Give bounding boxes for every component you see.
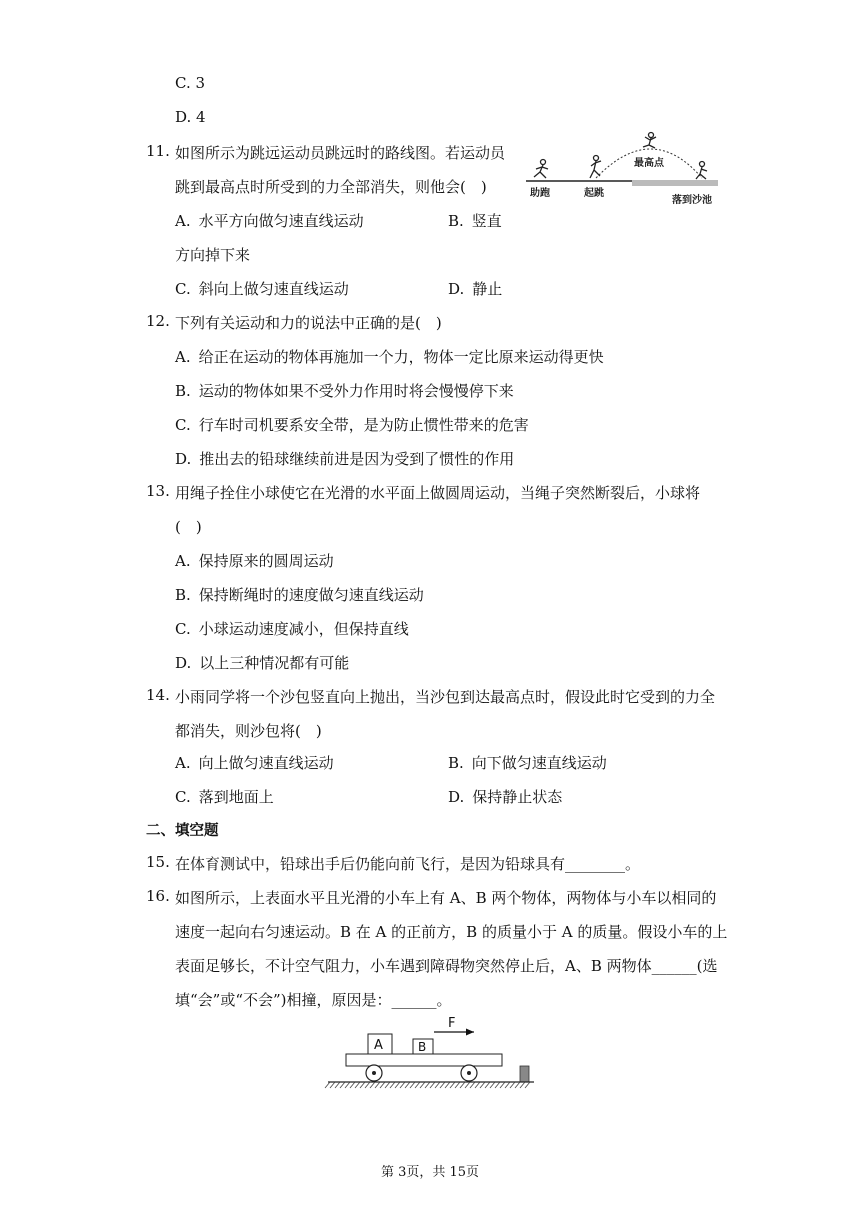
q14-number: 14.: [146, 686, 170, 704]
hatch-stroke: [435, 1082, 440, 1088]
hatch-stroke: [420, 1082, 425, 1088]
q11-option-b-continued: 方向掉下来: [175, 246, 251, 264]
landing-figure: [696, 162, 707, 180]
q10-option-c: [175, 74, 205, 92]
hatch-stroke: [500, 1082, 505, 1088]
hatch-stroke: [495, 1082, 500, 1088]
option-text: 保持静止状态: [472, 788, 563, 806]
label-land: 落到沙池: [672, 195, 712, 206]
hatch-stroke: [390, 1082, 395, 1088]
option-text: 向下做匀速直线运动: [471, 754, 607, 772]
hatch-stroke: [480, 1082, 485, 1088]
option-letter: D.: [448, 788, 465, 806]
hatch-stroke: [350, 1082, 355, 1088]
option-letter: B.: [448, 212, 464, 230]
block-a-label: A: [374, 1038, 383, 1053]
option-letter: A.: [175, 552, 191, 570]
option-letter: C.: [175, 620, 191, 638]
q16-stem-line1: 如图所示，上表面水平且光滑的小车上有 A、B 两个物体，两物体与小车以相同的: [175, 889, 717, 907]
option-letter: D.: [175, 654, 192, 672]
hatch-stroke: [345, 1082, 350, 1088]
q16-stem-line4: 填“会”或“不会”)相撞，原因是：______。: [175, 991, 452, 1009]
label-run: 助跑: [530, 188, 550, 199]
option-letter: C.: [175, 416, 191, 434]
option-letter: C.: [175, 74, 191, 92]
q12-number: 12.: [146, 312, 170, 330]
q14-option-a: [175, 752, 334, 773]
q12-option-c: [175, 414, 529, 435]
hatch-stroke: [485, 1082, 490, 1088]
hatch-stroke: [445, 1082, 450, 1088]
q12-option-a: [175, 346, 604, 367]
option-text: 静止: [472, 280, 503, 298]
q15-stem: 在体育测试中，铅球出手后仍能向前飞行，是因为铅球具有________。: [175, 855, 641, 873]
axle-icon: [467, 1071, 471, 1075]
q13-stem-line1: 用绳子拴住小球使它在光滑的水平面上做圆周运动，当绳子突然断裂后，小球将: [175, 484, 701, 502]
q11-option-b: [448, 210, 502, 231]
axle-icon: [372, 1071, 376, 1075]
hatch-stroke: [475, 1082, 480, 1088]
hatch-stroke: [330, 1082, 335, 1088]
hatch-stroke: [385, 1082, 390, 1088]
hatch-stroke: [325, 1082, 330, 1088]
option-letter: C.: [175, 788, 191, 806]
label-takeoff: 起跳: [584, 188, 604, 199]
option-text: 保持原来的圆周运动: [198, 552, 334, 570]
q14-stem-line2: 都消失，则沙包将( ): [175, 722, 322, 740]
q11-option-d: [448, 278, 502, 299]
option-letter: B.: [448, 754, 464, 772]
q14-option-b: [448, 752, 607, 773]
option-text: 竖直: [471, 212, 502, 230]
hatch-stroke: [355, 1082, 360, 1088]
hatch-stroke: [515, 1082, 520, 1088]
q11-number: 11.: [146, 142, 170, 160]
q11-option-a: [175, 210, 364, 231]
hatch-stroke: [450, 1082, 455, 1088]
option-text: 斜向上做匀速直线运动: [198, 280, 349, 298]
option-text: 以上三种情况都有可能: [199, 654, 350, 672]
hatch-stroke: [510, 1082, 515, 1088]
q13-number: 13.: [146, 482, 170, 500]
hatch-stroke: [380, 1082, 385, 1088]
hatch-stroke: [425, 1082, 430, 1088]
option-letter: A.: [175, 212, 191, 230]
hatch-stroke: [335, 1082, 340, 1088]
hatch-stroke: [455, 1082, 460, 1088]
option-letter: C.: [175, 280, 191, 298]
q14-option-c: [175, 786, 274, 807]
hatch-stroke: [520, 1082, 525, 1088]
hatch-stroke: [415, 1082, 420, 1088]
q12-option-d: [175, 448, 514, 469]
option-letter: D.: [175, 108, 192, 126]
option-text: 4: [196, 108, 206, 126]
cart-figure: [322, 1010, 538, 1096]
q13-option-a: [175, 550, 334, 571]
option-text: 行车时司机要系安全带，是为防止惯性带来的危害: [198, 416, 529, 434]
option-letter: D.: [448, 280, 465, 298]
block-b-label: B: [418, 1040, 427, 1054]
option-text: 3: [195, 74, 206, 92]
q14-option-d: [448, 786, 562, 807]
hatch-stroke: [400, 1082, 405, 1088]
q13-option-d: [175, 652, 349, 673]
q11-option-c: [175, 278, 349, 299]
hatch-stroke: [375, 1082, 380, 1088]
q14-stem-line1: 小雨同学将一个沙包竖直向上抛出，当沙包到达最高点时，假设此时它受到的力全: [175, 688, 716, 706]
q12-option-b: [175, 380, 514, 401]
option-text: 向上做匀速直线运动: [198, 754, 334, 772]
hatch-stroke: [460, 1082, 465, 1088]
option-text: 小球运动速度减小，但保持直线: [198, 620, 409, 638]
page-footer: 第 3页，共 15页: [380, 1165, 480, 1180]
option-text: 运动的物体如果不受外力作用时将会慢慢停下来: [198, 382, 514, 400]
label-peak: 最高点: [634, 158, 664, 169]
q15-number: 15.: [146, 853, 170, 871]
option-letter: D.: [175, 450, 192, 468]
hatch-stroke: [440, 1082, 445, 1088]
option-text: 水平方向做匀速直线运动: [198, 212, 364, 230]
hatch-stroke: [365, 1082, 370, 1088]
force-label: F: [448, 1016, 456, 1031]
option-text: 保持断绳时的速度做匀速直线运动: [198, 586, 424, 604]
q11-stem-line2: 跳到最高点时所受到的力全部消失，则他会( ): [175, 178, 487, 196]
option-text: 落到地面上: [198, 788, 274, 806]
option-letter: B.: [175, 586, 191, 604]
hatch-stroke: [340, 1082, 345, 1088]
sand-pit: [632, 180, 718, 186]
cart-body: [346, 1054, 502, 1066]
section-title: 二、填空题: [146, 823, 219, 839]
long-jump-figure: [524, 128, 720, 208]
q16-stem-line2: 速度一起向右匀速运动。B 在 A 的正前方，B 的质量小于 A 的质量。假设小车的上: [175, 923, 728, 941]
q16-stem-line3: 表面足够长，不计空气阻力，小车遇到障碍物突然停止后，A、B 两物体______(选: [175, 957, 718, 975]
hatch-stroke: [465, 1082, 470, 1088]
q13-option-b: [175, 584, 424, 605]
hatch-stroke: [490, 1082, 495, 1088]
hatch-stroke: [430, 1082, 435, 1088]
q13-option-c: [175, 618, 409, 639]
obstacle: [520, 1066, 529, 1082]
hatch-stroke: [370, 1082, 375, 1088]
option-letter: B.: [175, 382, 191, 400]
hatch-stroke: [395, 1082, 400, 1088]
hatch-stroke: [505, 1082, 510, 1088]
hatch-stroke: [470, 1082, 475, 1088]
takeoff-figure: [590, 156, 601, 179]
runner-figure: [534, 160, 548, 179]
option-letter: A.: [175, 348, 191, 366]
q11-stem-line1: 如图所示为跳远运动员跳远时的路线图。若运动员: [175, 144, 506, 162]
ground-hatching: [325, 1082, 530, 1088]
option-text: 推出去的铅球继续前进是因为受到了惯性的作用: [199, 450, 515, 468]
q10-option-d: [175, 108, 206, 126]
q12-stem: 下列有关运动和力的说法中正确的是( ): [175, 314, 442, 332]
option-text: 给正在运动的物体再施加一个力，物体一定比原来运动得更快: [198, 348, 604, 366]
hatch-stroke: [410, 1082, 415, 1088]
peak-figure: [643, 133, 656, 149]
hatch-stroke: [360, 1082, 365, 1088]
hatch-stroke: [405, 1082, 410, 1088]
q13-stem-line2: ( ): [175, 518, 202, 536]
hatch-stroke: [525, 1082, 530, 1088]
option-letter: A.: [175, 754, 191, 772]
arrow-right-icon: [466, 1029, 474, 1036]
q16-number: 16.: [146, 887, 170, 905]
